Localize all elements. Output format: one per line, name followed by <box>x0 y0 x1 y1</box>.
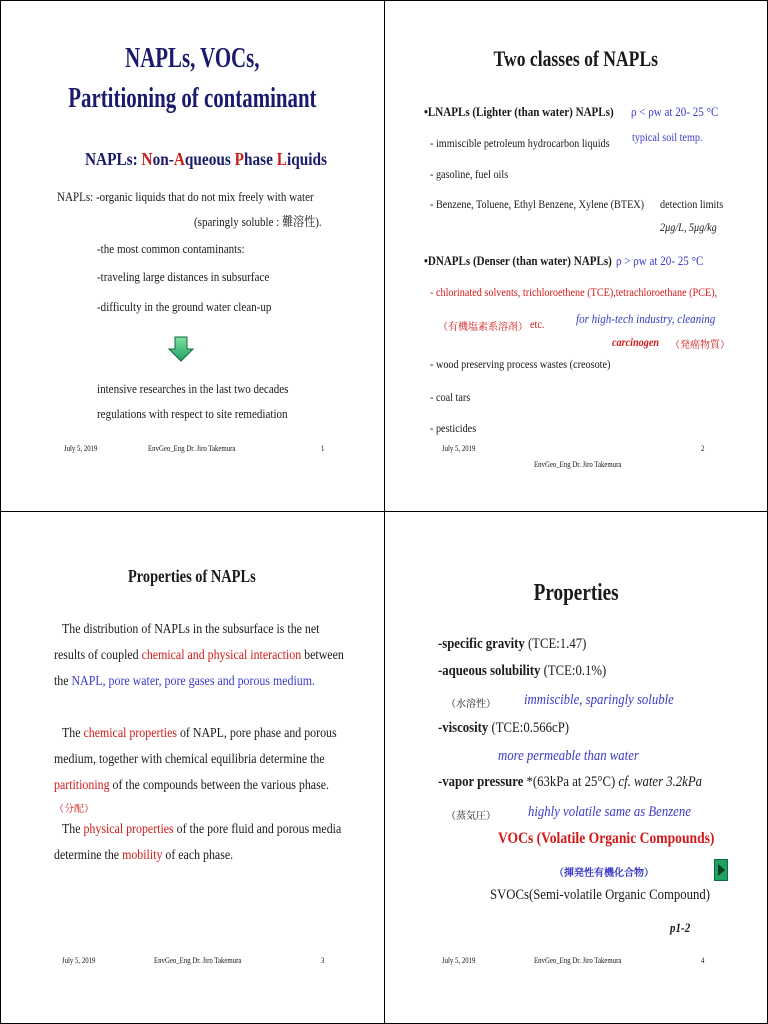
slide-3-text: the NAPL, pore water, pore gases and porous medium. <box>54 674 315 689</box>
dnapl-item: - coal tars <box>430 390 471 404</box>
property-vapor-pressure: -vapor pressure *(63kPa at 25°C) cf. water 3.2kPa <box>438 774 703 790</box>
dnapl-condition: ρ > ρw at 20- 25 °C <box>616 253 704 268</box>
property-viscosity: -viscosity (TCE:0.566cP) <box>438 720 570 736</box>
slide-3-text: results of coupled chemical and physical interaction between <box>54 648 344 663</box>
slide-1-title-line1: NAPLs, VOCs, <box>124 42 260 74</box>
detection-limits-label: detection limits <box>660 197 724 211</box>
down-arrow-icon <box>168 336 194 362</box>
slide-1-bullet: -traveling large distances in subsurface <box>97 269 270 284</box>
footer-author: EnvGeo_Eng Dr. Jiro Takemura <box>534 460 622 469</box>
dnapl-item-jp: （有機塩素系溶剤） <box>438 322 528 333</box>
footer-author: EnvGeo_Eng Dr. Jiro Takemura <box>154 956 242 965</box>
slide-1-remark: intensive researches in the last two decades <box>97 381 289 396</box>
slide-2-title: Two classes of NAPLs <box>493 46 659 71</box>
footer-date: July 5, 2019 <box>442 444 476 453</box>
detection-limits-value: 2μg/L, 5μg/kg <box>660 220 717 234</box>
dnapl-item: - wood preserving process wastes (creosote) <box>430 357 611 371</box>
svoc-label: SVOCs(Semi-volatile Organic Compound) <box>490 887 711 903</box>
dnapl-heading: •DNAPLs (Denser (than water) NAPLs) <box>424 253 612 268</box>
aqueous-solubility-jp: （水溶性） <box>446 699 496 710</box>
page-number: 4 <box>701 956 705 965</box>
slide-3-text: partitioning of the compounds between the various phase. <box>54 778 329 793</box>
slide-3-title: Properties of NAPLs <box>128 566 256 586</box>
footer-date: July 5, 2019 <box>64 444 98 453</box>
vapor-pressure-note: highly volatile same as Benzene <box>528 804 691 820</box>
lnapl-item: - immiscible petroleum hydrocarbon liquids <box>430 136 610 150</box>
lnapl-heading: •LNAPLs (Lighter (than water) NAPLs) <box>424 104 614 119</box>
footer-date: July 5, 2019 <box>62 956 96 965</box>
vapor-pressure-jp: （蒸気圧） <box>446 811 496 822</box>
dnapl-item-etc: etc. <box>530 317 545 331</box>
viscosity-note: more permeable than water <box>498 748 639 764</box>
slide-1-definition-note: (sparingly soluble : 難溶性). <box>194 214 322 229</box>
next-slide-icon[interactable] <box>714 859 728 881</box>
slide-3-text: The physical properties of the pore fluid and porous media <box>62 822 342 837</box>
slide-4 <box>384 512 768 1024</box>
lnapl-item: - Benzene, Toluene, Ethyl Benzene, Xylene (BTEX) <box>430 197 645 211</box>
voc-jp: （揮発性有機化合物） <box>554 868 654 879</box>
slide-1 <box>0 0 384 512</box>
slide-1-subtitle: NAPLs: Non-Aqueous Phase Liquids <box>85 149 327 169</box>
slide-2 <box>384 0 768 512</box>
slide-1-remark: regulations with respect to site remediation <box>97 406 288 421</box>
footer-date: July 5, 2019 <box>442 956 476 965</box>
dnapl-item: - pesticides <box>430 421 477 435</box>
slide-3 <box>0 512 384 1024</box>
slide-1-bullet: -the most common contaminants: <box>97 241 245 256</box>
slide-3-text: medium, together with chemical equilibria determine the <box>54 752 325 767</box>
carcinogen-jp: （発癌物質） <box>670 340 730 351</box>
lnapl-item: - gasoline, fuel oils <box>430 167 509 181</box>
voc-label: VOCs (Volatile Organic Compounds) <box>498 830 715 847</box>
property-aqueous-solubility: -aqueous solubility (TCE:0.1%) <box>438 663 607 679</box>
page-number: 3 <box>321 956 325 965</box>
footer-author: EnvGeo_Eng Dr. Jiro Takemura <box>534 956 622 965</box>
slide-3-jp-note: （分配） <box>54 804 94 815</box>
page-number: 1 <box>321 444 325 453</box>
slide-3-text: The chemical properties of NAPL, pore phase and porous <box>62 726 337 741</box>
lnapl-typical-temp: typical soil temp. <box>632 130 703 144</box>
aqueous-solubility-note: immiscible, sparingly soluble <box>524 692 674 708</box>
slide-1-title-line2: Partitioning of contaminant <box>67 82 317 114</box>
lnapl-condition: ρ < ρw at 20- 25 °C <box>631 104 719 119</box>
slide-3-text: The distribution of NAPLs in the subsurface is the net <box>62 622 320 637</box>
carcinogen-label: carcinogen <box>612 335 660 349</box>
slide-1-definition: NAPLs: -organic liquids that do not mix freely with water <box>57 189 314 204</box>
dnapl-use: for high-tech industry, cleaning <box>576 311 716 326</box>
slide-4-title: Properties <box>533 580 619 606</box>
property-specific-gravity: -specific gravity (TCE:1.47) <box>438 636 587 652</box>
reference-label: p1-2 <box>670 920 691 935</box>
slide-3-text: determine the mobility of each phase. <box>54 848 234 863</box>
slide-1-bullet: -difficulty in the ground water clean-up <box>97 299 272 314</box>
dnapl-item: - chlorinated solvents, trichloroethene (TCE),tetrachloroethane (PCE), <box>430 285 718 299</box>
page-number: 2 <box>701 444 705 453</box>
footer-author: EnvGeo_Eng Dr. Jiro Takemura <box>148 444 236 453</box>
